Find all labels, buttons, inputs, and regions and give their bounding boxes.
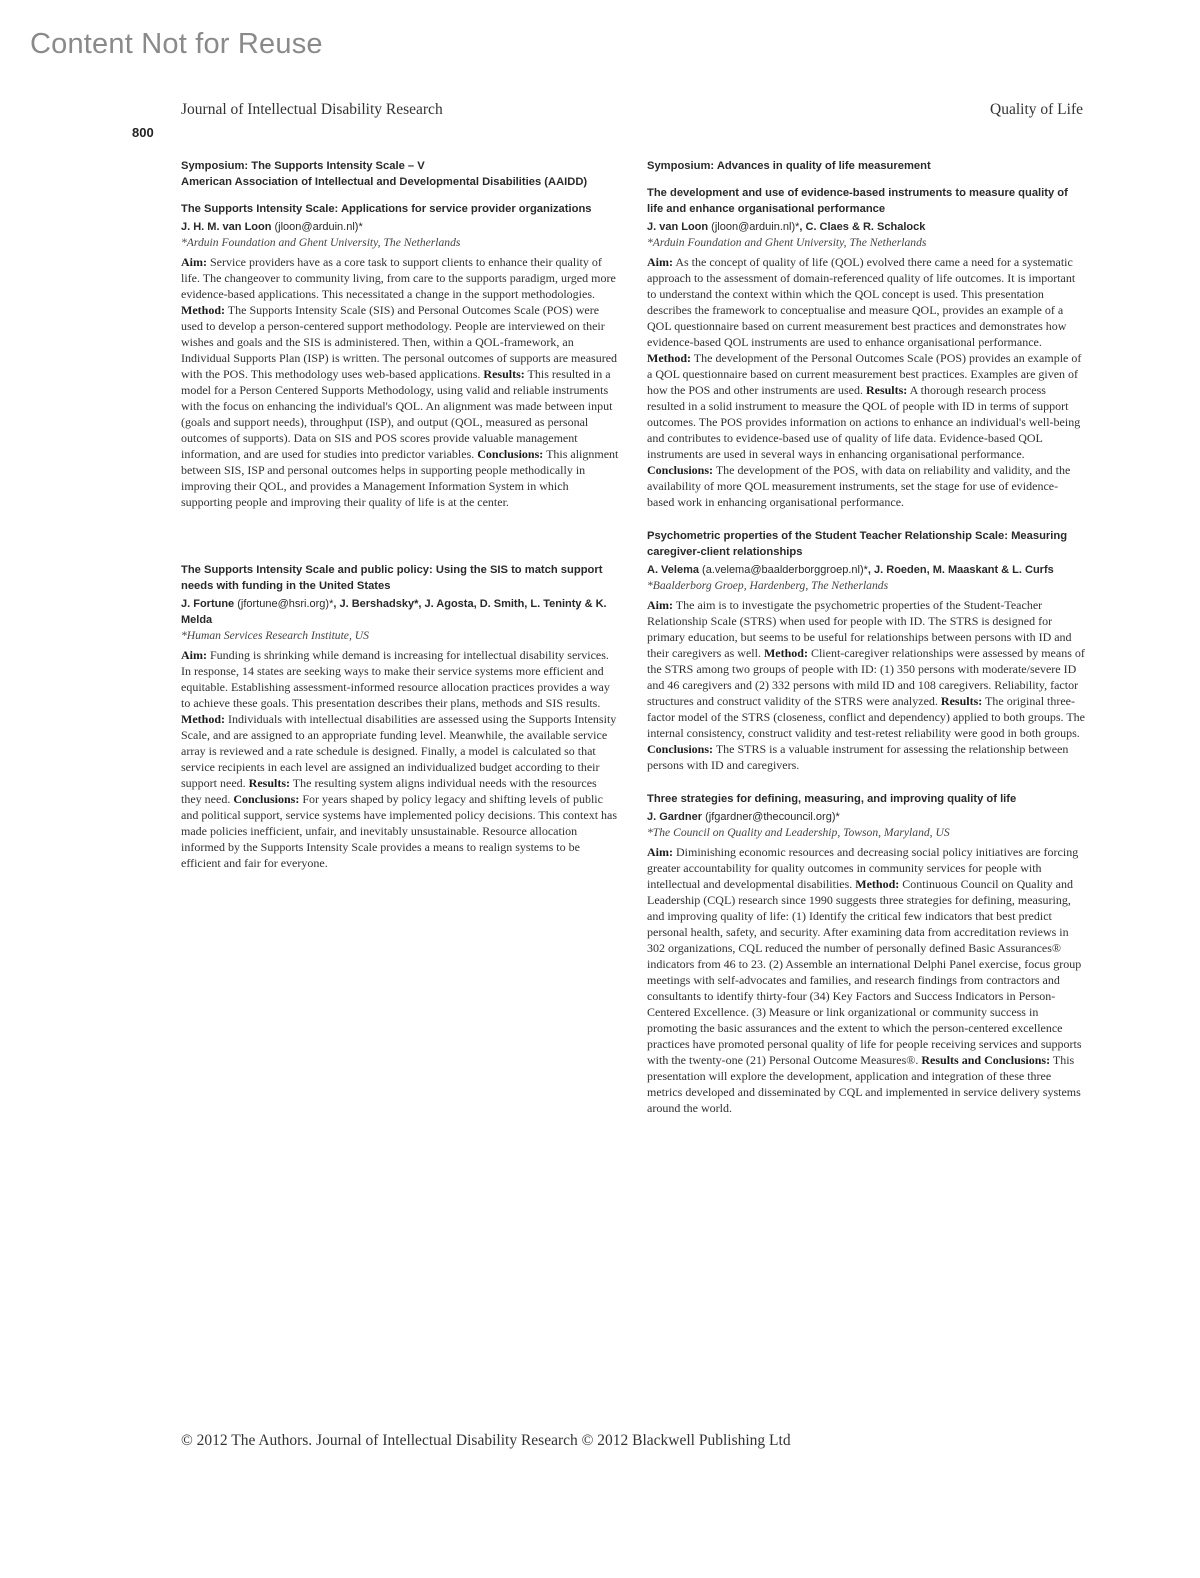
results-text: This presentation will explore the development, application and integration of these three metrics developed and disseminated by CQL and implemented in service delivery systems around the world. [647,1053,1081,1115]
results-text: The original three-factor model of the STRS (closeness, conflict and dependency) applied to both groups. The internal consistency, construct validity and test-retest reliability were good in both groups. [647,694,1085,740]
lead-author: J. van Loon [647,221,709,233]
abstract-title: The Supports Intensity Scale and public policy: Using the SIS to match support needs with funding in the United States [181,564,603,592]
method-label: Method: [647,351,691,365]
abstract-authors [181,596,619,628]
lead-author: A. Velema [647,564,699,576]
aim-text: As the concept of quality of life (QOL) evolved there came a need for a systematic approach to the assessment of domain-referenced quality of life outcomes. It is important to understand the context within which the QOL concept is used. This presentation describes the framework to conceptualise and measure QOL, provides an example of a QOL questionnaire based on current measurement best practices and demonstrates how evidence-based QOL instruments are used to enhance organisational performance. [647,255,1076,349]
spacer [181,528,619,562]
abstract [647,185,1085,510]
abstract [181,201,619,510]
conclusions-label: Conclusions: [233,792,300,806]
lead-author: J. Fortune [181,598,235,610]
abstract-affiliation: *Baalderborg Groep, Hardenberg, The Netherlands [647,579,889,592]
abstract-authors [181,219,619,235]
abstract [181,562,619,871]
symposium-subtitle-line: American Association of Intellectual and Developmental Disabilities (AAIDD) [181,176,588,188]
page-number: 800 [132,125,154,140]
abstract-title: The Supports Intensity Scale: Applications for service provider organizations [181,203,592,215]
method-label: Method: [181,712,225,726]
aim-label: Aim: [647,598,673,612]
abstract-body [647,844,1085,1116]
co-authors: , C. Claes & R. Schalock [799,221,926,233]
results-label: Results and Conclusions: [921,1053,1051,1067]
abstract [647,528,1085,773]
abstract-body [647,254,1085,510]
aim-label: Aim: [647,255,673,269]
conclusions-label: Conclusions: [647,463,714,477]
aim-text: The aim is to investigate the psychometric properties of the Student-Teacher Relationship Scale (STRS) when used for people with ID. The STRS is designed for primary education, but seems to be useful for relationships between persons with ID and their caregivers as well. [647,598,1072,660]
watermark: Content Not for Reuse [30,28,323,60]
right-column [647,158,1085,1134]
abstract-authors [647,219,1085,235]
abstract-body [181,647,619,871]
aim-text: Diminishing economic resources and decreasing social policy initiatives are forcing greater accountability for quality outcomes in community services for people with intellectual and developmental disabilities. [647,845,1079,891]
journal-title: Journal of Intellectual Disability Research [181,101,443,118]
method-text: The development of the Personal Outcomes Scale (POS) provides an example of a QOL questionnaire based on current measurement best practices. Examples are given of how the POS and other instruments are used. [647,351,1082,397]
conclusions-text: This alignment between SIS, ISP and personal outcomes helps in supporting people methodically in improving their QOL, and provides a Management Information System in which supporting people and improving their quality of life is at the center. [181,447,619,509]
method-text: Individuals with intellectual disabilities are assessed using the Supports Intensity Scale, and are assigned to an appropriate funding level. Meanwhile, the available service array is reviewed and a rate schedule is designed. Finally, a model is calculated so that service recipients in each level are assigned an individualized budget according to their support need. [181,712,617,790]
method-label: Method: [855,877,900,891]
results-label: Results: [865,383,908,397]
results-text: A thorough research process resulted in a solid instrument to measure the QOL of people with ID in terms of support outcomes. The POS provides information on actions to enhance an individual's well-being and contributes to evidence-based use of quality of life data. Evidence-based QOL instruments are used in several ways in enhancing organisational performance. [647,383,1081,461]
conclusions-text: The STRS is a valuable instrument for assessing the relationship between persons with ID and caregivers. [647,742,1069,772]
author-email: (a.velema@baalderborggroep.nl)* [698,564,868,576]
abstract-affiliation: *Arduin Foundation and Ghent University, The Netherlands [181,236,461,249]
abstract-authors [647,562,1085,578]
abstract-authors [647,809,1085,825]
aim-label: Aim: [181,648,207,662]
aim-text: Service providers have as a core task to support clients to enhance their quality of life. The changeover to community living, from care to the supports paradigm, urged more evidence-based applications. This necessitated a change in the support methodologies. [181,255,616,301]
conclusions-text: The development of the POS, with data on reliability and validity, and the availability of more QOL measurement instruments, set the stage for use of evidence-based work in enhancing organisational performance. [647,463,1071,509]
abstract-title: The development and use of evidence-based instruments to measure quality of life and enhance organisational performance [647,187,1068,215]
lead-author: J. Gardner [647,811,703,823]
conclusions-text: For years shaped by policy legacy and shifting levels of public and political support, service systems have implemented policy decisions. This context has made policies inefficient, unfair, and inevitably unsustainable. Resource allocation informed by the Supports Intensity Scale provides a means to realign systems to be efficient and fair for everyone. [181,792,618,870]
symposium-title-line: Symposium: The Supports Intensity Scale – V [181,160,425,172]
symposium-title [181,158,619,190]
author-email: (jloon@arduin.nl)* [708,221,800,233]
author-email: (jfgardner@thecouncil.org)* [702,811,840,823]
co-authors: , J. Roeden, M. Maaskant & L. Curfs [867,564,1054,576]
aim-text: Funding is shrinking while demand is increasing for intellectual disability services. In response, 14 states are seeking ways to make their service systems more efficient and equitable. Establishing assessment-informed resource allocation practices provides a way to achieve these goals. This presentation describes their plans, methods and SIS results. [181,648,610,710]
method-text: Continuous Council on Quality and Leadership (CQL) research since 1990 suggests three strategies for defining, measuring, and improving quality of life: (1) Identify the critical few indicators that best predict personal health, safety, and security. After examining data from accreditation reviews in 302 organizations, CQL reduced the number of personally defined Basic Assurances® indicators from 46 to 23. (2) Assemble an international Delphi Panel exercise, focus group meetings with self-advocates and families, and research findings from contractors and consultants to identify thirty-four (34) Key Factors and Success Indicators in Person-Centered Excellence. (3) Measure or link organizational or community success in promoting the basic assurances and the extent to which the person-centered excellence practices have promoted personal quality of life for people receiving services and supports with the twenty-one (21) Personal Outcome Measures®. [647,877,1082,1067]
lead-author: J. H. M. van Loon [181,221,272,233]
abstract-body [647,597,1085,773]
copyright-footer: © 2012 The Authors. Journal of Intellectual Disability Research © 2012 Blackwell Publishing Ltd [181,1432,791,1449]
results-text: This resulted in a model for a Person Centered Supports Methodology, using valid and reliable instruments with the focus on enhancing the individual's QOL. An alignment was made between input (goals and support needs), throughput (ISP), and output (QOL, measured as personal outcomes of supports). Data on SIS and POS scores provide valuable management information, and are used for studies into predictor variables. [181,367,613,461]
method-text: The Supports Intensity Scale (SIS) and Personal Outcomes Scale (POS) were used to develop a person-centered support methodology. People are interviewed on their wishes and goals and the SIS is administered. Then, within a QOL-framework, an Individual Supports Plan (ISP) is written. The personal outcomes of supports are measured with the POS. This methodology uses web-based applications. [181,303,618,381]
author-email: (jfortune@hsri.org)* [234,598,334,610]
results-label: Results: [248,776,290,790]
conclusions-label: Conclusions: [477,447,544,461]
co-authors: , J. Bershadsky*, J. Agosta, D. Smith, L. Teninty & K. Melda [181,598,607,626]
section-title: Quality of Life [990,101,1083,118]
abstract-body [181,254,619,510]
left-column [181,158,619,889]
abstract-affiliation: *Arduin Foundation and Ghent University, The Netherlands [647,236,927,249]
abstract-title: Psychometric properties of the Student Teacher Relationship Scale: Measuring caregiver-client relationships [647,530,1068,558]
author-email: (jloon@arduin.nl)* [271,221,363,233]
symposium-title [647,158,1085,174]
method-label: Method: [763,646,808,660]
conclusions-label: Conclusions: [647,742,714,756]
aim-label: Aim: [647,845,673,859]
results-text: The resulting system aligns individual needs with the resources they need. [181,776,597,806]
abstract-affiliation: *The Council on Quality and Leadership, Towson, Maryland, US [647,826,950,839]
abstract-affiliation: *Human Services Research Institute, US [181,629,369,642]
aim-label: Aim: [181,255,207,269]
results-label: Results: [940,694,983,708]
abstract-title: Three strategies for defining, measuring, and improving quality of life [647,793,1017,805]
abstract [647,791,1085,1116]
symposium-title-line: Symposium: Advances in quality of life measurement [647,160,931,172]
results-label: Results: [483,367,525,381]
method-label: Method: [181,303,225,317]
method-text: Client-caregiver relationships were assessed by means of the STRS among two groups of people with ID: (1) 350 persons with moderate/severe ID and 46 caregivers and (2) 332 persons with mild ID and 108 caregivers. Reliability, factor structures and construct validity of the STRS were analyzed. [647,646,1085,708]
